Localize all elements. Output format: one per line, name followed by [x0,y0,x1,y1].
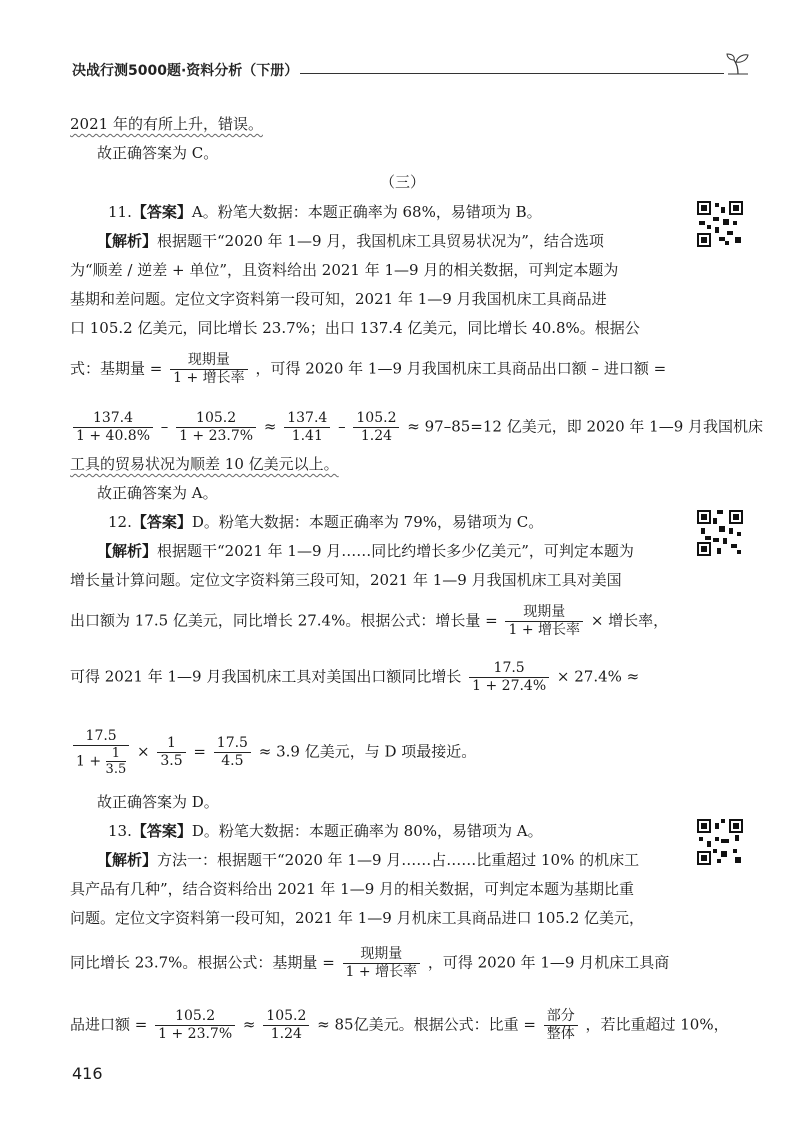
q13-answer-text: D。粉笔大数据：本题正确率为 80%，易错项为 A。 [191,822,543,840]
fraction-denominator: 1 + 40.8% [76,428,151,444]
q13-calc-line [70,1008,729,1043]
fraction-denominator: 3.5 [160,753,183,769]
q11-conclusion-line [70,454,339,474]
nested-denominator-prefix: 1 + [76,753,102,770]
q11-answer-label: 【答案】 [131,203,192,221]
q11-calc-fraction-1 [73,410,153,445]
q13-ratio-formula [544,1008,578,1043]
q12-answer-text: D。粉笔大数据：本题正确率为 79%，易错项为 C。 [191,513,544,531]
q12-calc-line-2 [70,728,476,777]
fraction-denominator: 1 + 27.4% [472,678,547,694]
q11-analysis-label: 【解析】 [97,232,158,250]
q11-qr-code[interactable] [695,199,745,249]
intro-line-1 [70,114,263,134]
fraction-numerator: 17.5 [469,660,549,678]
q11-calc-result: ≈ 97–85=12 亿美元，即 2020 年 1—9 月我国机床 [407,417,764,436]
q11-calc-line [70,410,763,445]
q11-formula-suffix: ，可得 2020 年 1—9 月我国机床工具商品出口额 – 进口额 = [255,359,667,378]
q13-formula-line [70,946,669,981]
sprout-icon [724,50,754,80]
fraction-denominator: 4.5 [221,753,244,769]
q11-calc-fraction-3 [284,410,330,445]
q13-formula-suffix: ，可得 2020 年 1—9 月机床工具商 [427,953,670,972]
fraction-denominator: 1 + 23.7% [179,428,254,444]
q13-answer-line [108,821,543,841]
q12-formula-suffix: × 增长率， [590,611,669,630]
intro-answer: 故正确答案为 C。 [97,144,219,162]
q13-calc-fraction-1 [155,1008,235,1043]
q11-answer-text: A。粉笔大数据：本题正确率为 68%，易错项为 B。 [191,203,542,221]
q13-calc-prefix: 品进口额 = [70,1015,148,1034]
q12-answer-line [108,512,543,532]
fraction-denominator: 整体 [546,1026,575,1042]
q12-analysis-line-2: 增长量计算问题。定位文字资料第三段可知，2021 年 1—9 月我国机床工具对美国 [70,571,622,589]
q13-calc-fraction-2 [263,1008,309,1043]
fraction-numerator: 105.2 [263,1008,309,1026]
fraction-denominator: 1 + 增长率 [508,622,581,638]
q12-final-answer: 故正确答案为 D。 [97,793,219,811]
section-title: （三） [380,173,426,191]
fraction-numerator: 17.5 [73,728,129,746]
q12-formula-line [70,604,668,639]
q12-formula-prefix: 出口额为 17.5 亿美元，同比增长 27.4%。根据公式：增长量 = [70,611,498,630]
fraction-numerator: 1 [106,746,127,762]
q11-answer-line [108,202,542,222]
fraction-numerator: 105.2 [176,410,256,428]
fraction-numerator: 1 [157,735,185,753]
q13-number: 13. [108,822,132,840]
q11-final-answer: 故正确答案为 A。 [97,484,218,502]
q13-calc-middle: ≈ 85亿美元。根据公式：比重 = [317,1015,536,1034]
q12-calc-prefix: 可得 2021 年 1—9 月我国机床工具对美国出口额同比增长 [70,667,462,686]
equals-sign: = [193,742,206,761]
nested-denominator [73,746,129,777]
fraction-denominator: 1 + 增长率 [173,370,245,386]
times-sign: × [137,742,150,761]
minus-sign: – [160,417,169,436]
q13-base-formula [343,946,421,981]
q11-base-formula [170,352,248,387]
q12-nested-fraction [73,728,129,777]
q12-calc-line-1 [70,660,639,695]
fraction-numerator: 部分 [544,1008,578,1026]
fraction-denominator: 1 + 增长率 [345,964,418,980]
fraction-numerator: 105.2 [353,410,399,428]
q12-number: 12. [108,513,132,531]
q13-answer-label: 【答案】 [131,822,192,840]
approx-sign: ≈ [242,1015,256,1034]
q11-number: 11. [108,203,132,221]
q12-analysis-text-1: 根据题干“2021 年 1—9 月……同比约增长多少亿美元”，可判定本题为 [157,542,634,560]
header-rule [300,73,724,74]
q12-analysis-line-1 [97,541,634,561]
q13-qr-code[interactable] [695,817,745,867]
fraction-numerator: 现期量 [505,604,583,622]
q12-calc-fraction-1 [469,660,549,695]
q12-calc-result: ≈ 3.9 亿美元，与 D 项最接近。 [258,742,477,761]
q11-analysis-line-2: 为“顺差 / 逆差 + 单位”，且资料给出 2021 年 1—9 月的相关数据，可判定本题为 [70,261,619,279]
page-header-title: 决战行测5000题·资料分析（下册） [72,63,299,79]
fraction-numerator: 17.5 [214,735,251,753]
fraction-denominator: 1.24 [270,1026,302,1042]
q11-analysis-line-1 [97,231,604,251]
q13-formula-prefix: 同比增长 23.7%。根据公式：基期量 = [70,953,335,972]
page-number: 416 [72,1064,103,1083]
q11-formula-prefix: 式：基期量 = [70,359,163,378]
q13-analysis-line-1 [97,850,639,870]
q12-answer-label: 【答案】 [131,513,192,531]
q13-calc-suffix: ，若比重超过 10%， [585,1015,729,1034]
approx-sign: ≈ [263,417,277,436]
nested-inner-fraction [106,746,127,777]
fraction-numerator: 105.2 [155,1008,235,1026]
fraction-denominator: 1.24 [360,428,393,444]
q12-growth-formula [505,604,583,639]
q12-qr-code[interactable] [695,508,745,558]
fraction-numerator: 现期量 [170,352,248,370]
fraction-numerator: 现期量 [343,946,421,964]
intro-text: 2021 年的有所上升，错误。 [70,115,263,133]
q11-analysis-line-3: 基期和差问题。定位文字资料第一段可知，2021 年 1—9 月我国机床工具商品进 [70,290,607,308]
q12-calc-fraction-3 [214,735,251,770]
q11-conclusion-text: 工具的贸易状况为顺差 10 亿美元以上。 [70,455,339,473]
fraction-numerator: 137.4 [73,410,153,428]
q12-calc-suffix: × 27.4% ≈ [556,667,640,686]
fraction-denominator: 1.41 [291,428,323,444]
fraction-denominator: 1 + 23.7% [158,1026,233,1042]
q11-calc-fraction-4 [353,410,399,445]
q11-analysis-text-1: 根据题干“2020 年 1—9 月，我国机床工具贸易状况为”，结合选项 [157,232,604,250]
q13-analysis-line-3: 问题。定位文字资料第一段可知，2021 年 1—9 月机床工具商品进口 105.2 亿美元， [70,909,645,927]
minus-sign: – [338,417,346,436]
q13-analysis-label: 【解析】 [97,851,158,869]
q12-analysis-label: 【解析】 [97,542,158,560]
q11-calc-fraction-2 [176,410,256,445]
q12-calc-fraction-2 [157,735,185,770]
fraction-numerator: 137.4 [284,410,330,428]
fraction-denominator: 3.5 [105,762,127,777]
q13-analysis-line-2: 具产品有几种”，结合资料给出 2021 年 1—9 月的相关数据，可判定本题为基期比重 [70,880,635,898]
q11-analysis-line-4: 口 105.2 亿美元，同比增长 23.7%；出口 137.4 亿美元，同比增长 40.8%。根据公 [70,319,640,337]
q13-analysis-text-1: 方法一：根据题干“2020 年 1—9 月……占……比重超过 10% 的机床工 [157,851,640,869]
q11-formula-line [70,352,666,387]
